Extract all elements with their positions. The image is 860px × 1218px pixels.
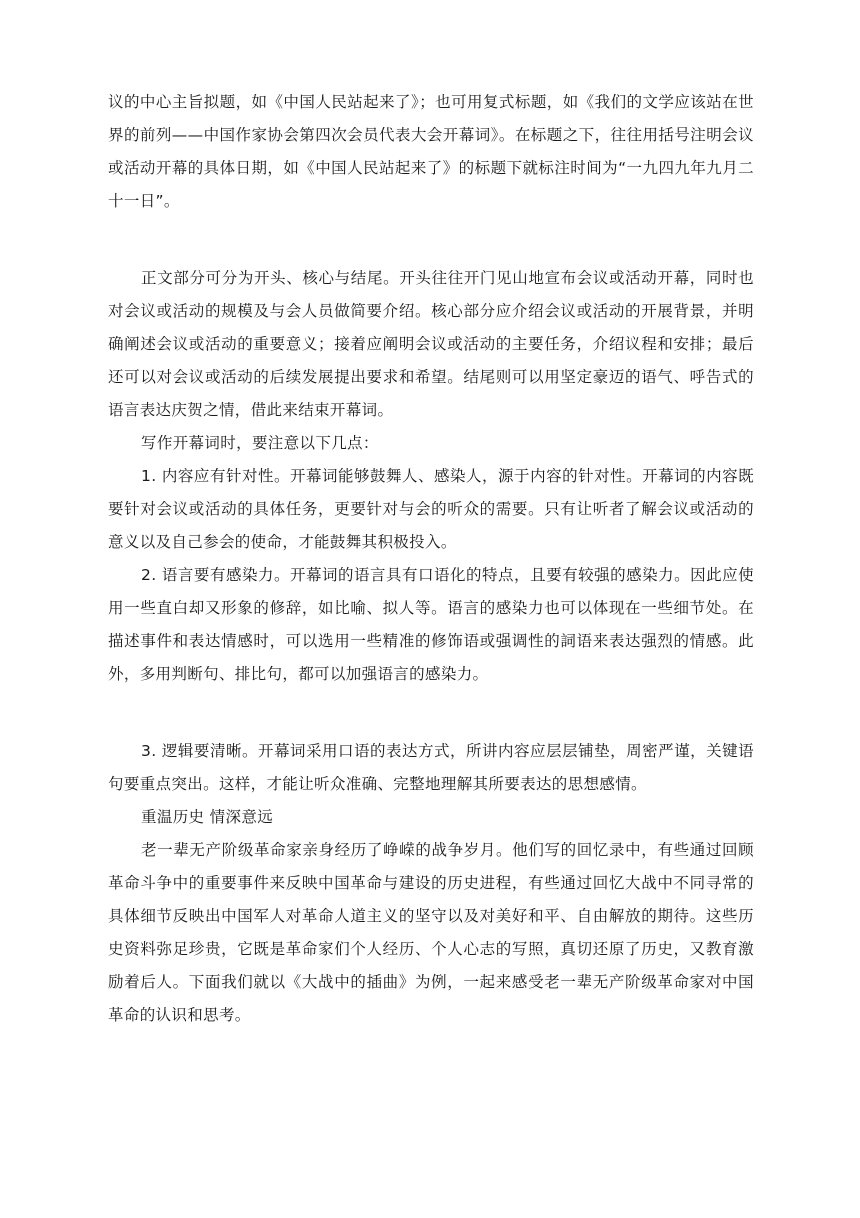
paragraph-writing-points-intro: 写作开幕词时，要注意以下几点： [141,434,379,452]
paragraph-spacer [108,691,754,735]
paragraph-point-2: 2. 语言要有感染力。开幕词的语言具有口语化的特点，且要有较强的感染力。因此应使用一些直白却又形象的修辞，如比喻、拟人等。语言的感染力也可以体现在一些细节处。在描述事件和表达情感时，可以选用一些精准的修饰语或强调性的詞语来表达强烈的情感。此外，多用判断句、排比句，都可以加强语言的感染力。 [108,566,754,683]
document-page [108,86,754,1032]
paragraph-history-intro: 老一辈无产阶级革命家亲身经历了峥嵘的战争岁月。他们写的回忆录中，有些通过回顾革命斗争中的重要事件来反映中国革命与建设的历史进程，有些通过回忆大战中不同寻常的具体细节反映出中国军人对革命人道主义的坚守以及对美好和平、自由解放的期待。这些历史资料弥足珍贵，它既是革命家们个人经历、个人心志的写照，真切还原了历史，又教育激励着后人。下面我们就以《大战中的插曲》为例，一起来感受老一辈无产阶级革命家对中国革命的认识和思考。 [108,841,754,1024]
paragraph-body-structure: 正文部分可分为开头、核心与结尾。开头往往开门见山地宣布会议或活动开幕，同时也对会议或活动的规模及与会人员做简要介绍。核心部分应介绍会议或活动的开展背景，并明确阐述会议或活动的重要意义；接着应阐明会议或活动的主要任务，介绍议程和安排；最后还可以对会议或活动的后续发展提出要求和希望。结尾则可以用坚定豪迈的语气、呼告式的语言表达庆贺之情，借此来结束开幕词。 [108,269,754,419]
paragraph-title-naming: 议的中心主旨拟题，如《中国人民站起来了》；也可用复式标题，如《我们的文学应该站在世界的前列——中国作家协会第四次会员代表大会开幕词》。在标题之下，往往用括号注明会议或活动开幕的具体日期，如《中国人民站起来了》的标题下就标注时间为“一九四九年九月二十一日”。 [108,93,754,210]
paragraph-point-3: 3. 逻辑要清晰。开幕词采用口语的表达方式，所讲内容应层层铺垫，周密严谨，关键语句要重点突出。这样，才能让听众准确、完整地理解其所要表达的思想感情。 [108,742,754,793]
paragraph-point-1: 1. 内容应有针对性。开幕词能够鼓舞人、感染人，源于内容的针对性。开幕词的内容既要针对会议或活动的具体任务，更要针对与会的听众的需要。只有让听者了解会议或活动的意义以及自己参会的使命，才能鼓舞其积极投入。 [108,467,754,551]
paragraph-spacer [108,218,754,262]
section-heading: 重温历史 情深意远 [141,808,274,826]
